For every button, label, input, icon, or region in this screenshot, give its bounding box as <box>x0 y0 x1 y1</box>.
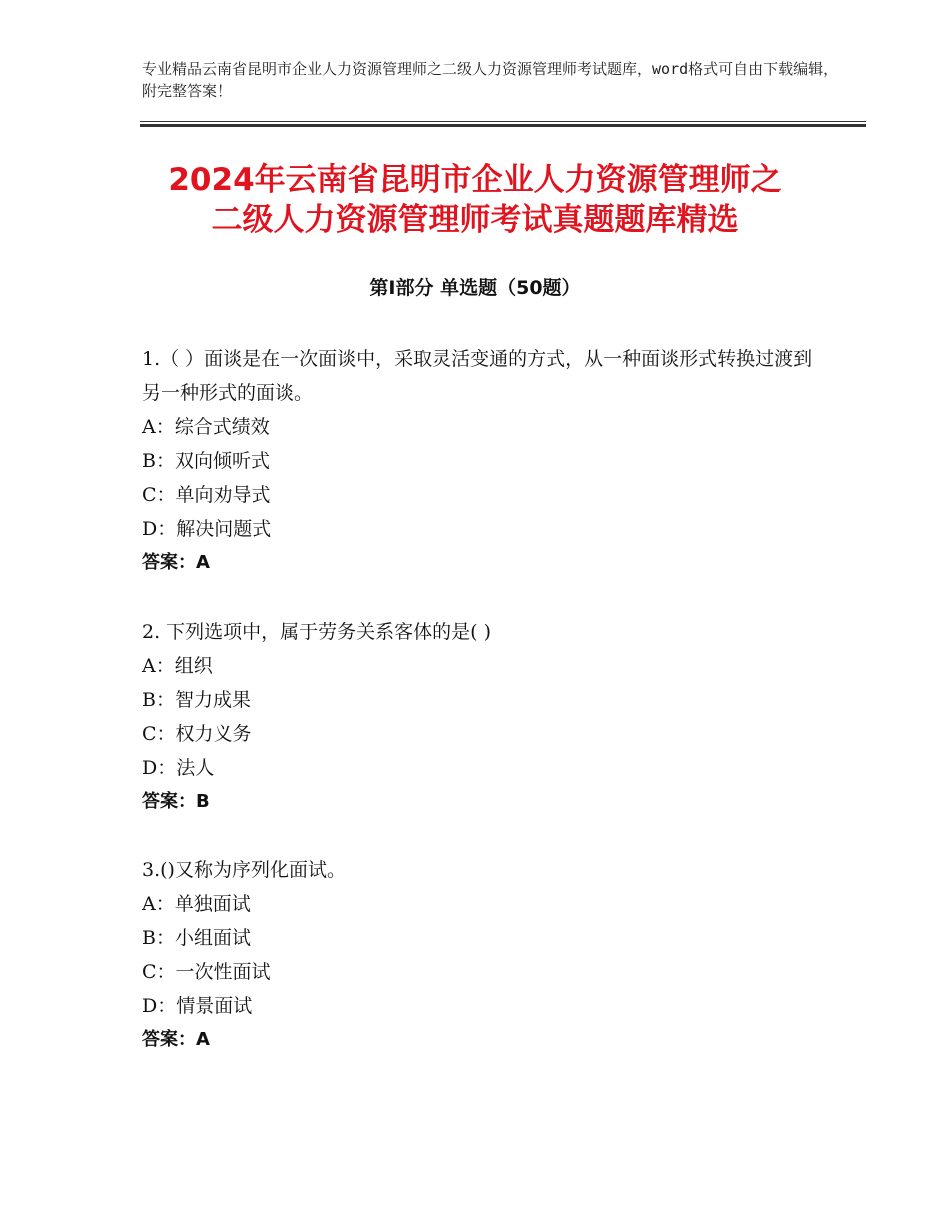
option-d: D：法人 <box>142 757 215 779</box>
section-heading: 第Ⅰ部分 单选题（50题） <box>369 277 581 299</box>
question-stem: 3.()又称为序列化面试。 <box>142 859 346 881</box>
option-d: D：解决问题式 <box>142 518 272 540</box>
document-title <box>120 160 830 240</box>
header-note: 专业精品云南省昆明市企业人力资源管理师之二级人力资源管理师考试题库，word格式可自由下载编辑，附完整答案！ <box>142 60 839 100</box>
answer: 答案：A <box>142 1029 210 1050</box>
question-stem: 2. 下列选项中，属于劳务关系客体的是( ) <box>142 621 492 643</box>
option-c: C：权力义务 <box>142 723 252 745</box>
question-stem: 1.（ ）面谈是在一次面谈中，采取灵活变通的方式，从一种面谈形式转换过渡到另一种形式的面谈。 <box>142 348 813 404</box>
title-line-1: 2024年云南省昆明市企业人力资源管理师之 <box>168 162 782 198</box>
option-a: A：单独面试 <box>142 893 251 915</box>
header-divider-thick <box>140 124 866 127</box>
option-b: B：智力成果 <box>142 689 251 711</box>
question-2 <box>142 615 822 819</box>
question-1 <box>142 342 822 580</box>
question-3 <box>142 853 822 1057</box>
option-b: B：双向倾听式 <box>142 450 270 472</box>
option-c: C：单向劝导式 <box>142 484 271 506</box>
option-a: A：组织 <box>142 655 213 677</box>
answer: 答案：A <box>142 552 210 573</box>
answer: 答案：B <box>142 791 210 812</box>
option-d: D：情景面试 <box>142 995 253 1017</box>
option-a: A：综合式绩效 <box>142 416 270 438</box>
option-c: C：一次性面试 <box>142 961 271 983</box>
header-divider-thin <box>140 121 866 122</box>
title-line-2: 二级人力资源管理师考试真题题库精选 <box>211 202 739 238</box>
option-b: B：小组面试 <box>142 927 251 949</box>
